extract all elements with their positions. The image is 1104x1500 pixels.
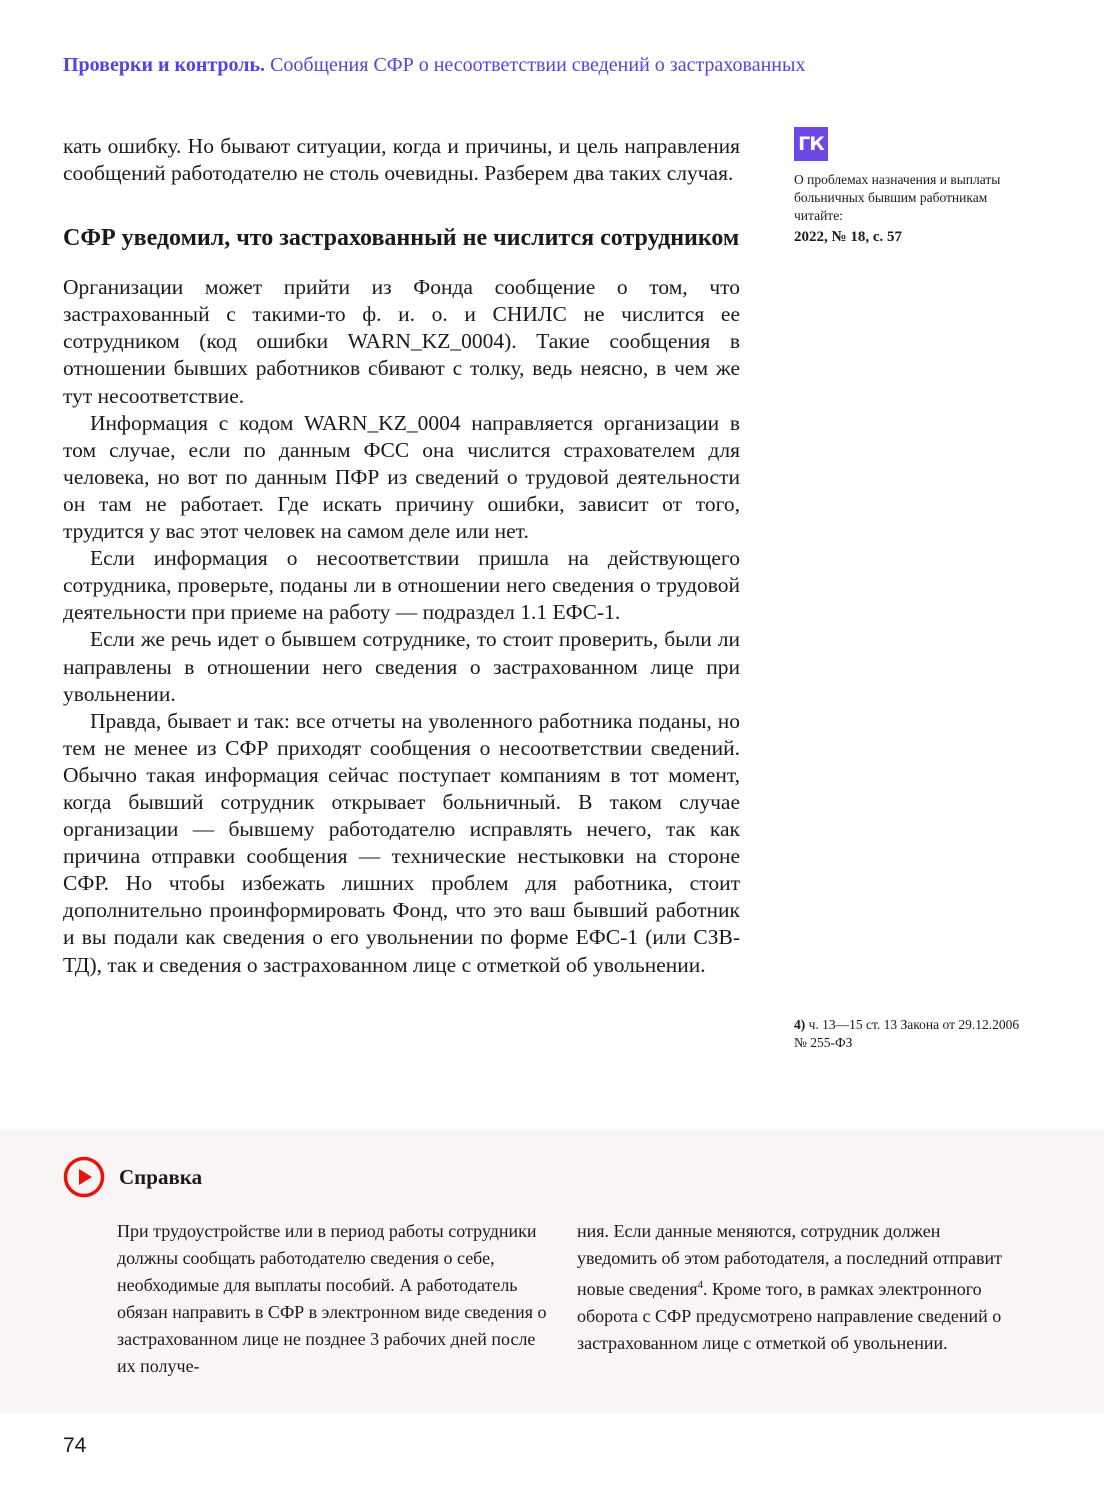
- play-icon: [63, 1156, 105, 1198]
- footnote-ref: 4: [697, 1279, 704, 1291]
- sidebar-note: [794, 127, 1024, 246]
- section-name: Проверки и контроль.: [63, 54, 266, 76]
- sidebar-reference: 2022, № 18, с. 57: [794, 229, 902, 245]
- box-column-left: При трудоустройстве или в период работы сотрудники должны сообщать работодателю сведения о себе, необходимые для выплаты пособий. А работодатель обязан направить в СФР в электронном виде сведения о застрахованном лице не позднее 3 рабочих дней после их получе-: [117, 1221, 547, 1376]
- reference-box: [0, 1130, 1104, 1413]
- box-title: Справка: [119, 1164, 203, 1189]
- paragraph: Правда, бывает и так: все отчеты на уволенного работника поданы, но тем не менее из СФР приходят сообщения о несоответствии сведений. Обычно такая информация сейчас поступает компаниям в тот момент, когда бывший сотрудник открывает больничный. В таком случае организации — бывшему работодателю исправлять нечего, так как причина отправки сообщения — технические нестыковки на стороне СФР. Но чтобы избежать лишних проблем для работника, стоит дополнительно проинформировать Фонд, что это ваш бывший работник и вы подали как сведения о его увольнении по форме ЕФС-1 (или СЗВ-ТД), так и сведения о застрахованном лице с отметкой об увольнении.: [63, 708, 740, 977]
- paragraph: Организации может прийти из Фонда сообщение о том, что застрахованный с такими-то ф. и. о. и СНИЛС не числится ее сотрудником (код ошибки WARN_KZ_0004). Такие сообщения в отношении бывших работников сбивают с толку, ведь неясно, в чем же тут несоответствие.: [63, 275, 740, 408]
- sidebar-text: О проблемах назначения и выплаты больничных бывшим работникам читайте:: [794, 172, 1001, 223]
- box-column-right: [577, 1218, 1007, 1357]
- paragraph: Если же речь идет о бывшем сотруднике, то стоит проверить, были ли направлены в отношении него сведения о застрахованном лице при увольнении.: [63, 627, 740, 706]
- box-text: ния. Если данные меняются, сотрудник должен уведомить об этом работодателя, а последний отправит новые сведения: [577, 1221, 1003, 1299]
- box-text: . Кроме того, в рамках электронного оборота с СФР предусмотрено направление сведений о застрахованном лице с отметкой об увольнении.: [577, 1279, 1002, 1353]
- footnote: [794, 1016, 1024, 1052]
- paragraph: Если информация о несоответствии пришла на действующего сотрудника, проверьте, поданы ли в отношении него сведения о трудовой деятельности при приеме на работу — подраздел 1.1 ЕФС-1.: [63, 546, 740, 625]
- section-heading: СФР уведомил, что застрахованный не числится сотрудником: [63, 225, 740, 252]
- gk-logo-icon: ГК: [794, 127, 828, 161]
- article-body: [63, 133, 740, 979]
- page-number: 74: [63, 1434, 87, 1457]
- article-title: Сообщения СФР о несоответствии сведений о застрахованных: [270, 54, 806, 76]
- paragraph: кать ошибку. Но бывают ситуации, когда и причины, и цель направления сообщений работодателю не столь очевидны. Разберем два таких случая.: [63, 134, 740, 186]
- paragraph: Информация с кодом WARN_KZ_0004 направляется организации в том случае, если по данным ФСС она числится страхователем для человека, но вот по данным ПФР из сведений о трудовой деятельности он там не работает. Где искать причину ошибки, зависит от того, трудится у вас этот человек на самом деле или нет.: [63, 410, 740, 544]
- footnote-number: 4): [794, 1017, 806, 1032]
- box-title-row: [63, 1156, 202, 1198]
- footnote-text: ч. 13—15 ст. 13 Закона от 29.12.2006 № 255-ФЗ: [794, 1017, 1020, 1050]
- running-header: [63, 54, 805, 77]
